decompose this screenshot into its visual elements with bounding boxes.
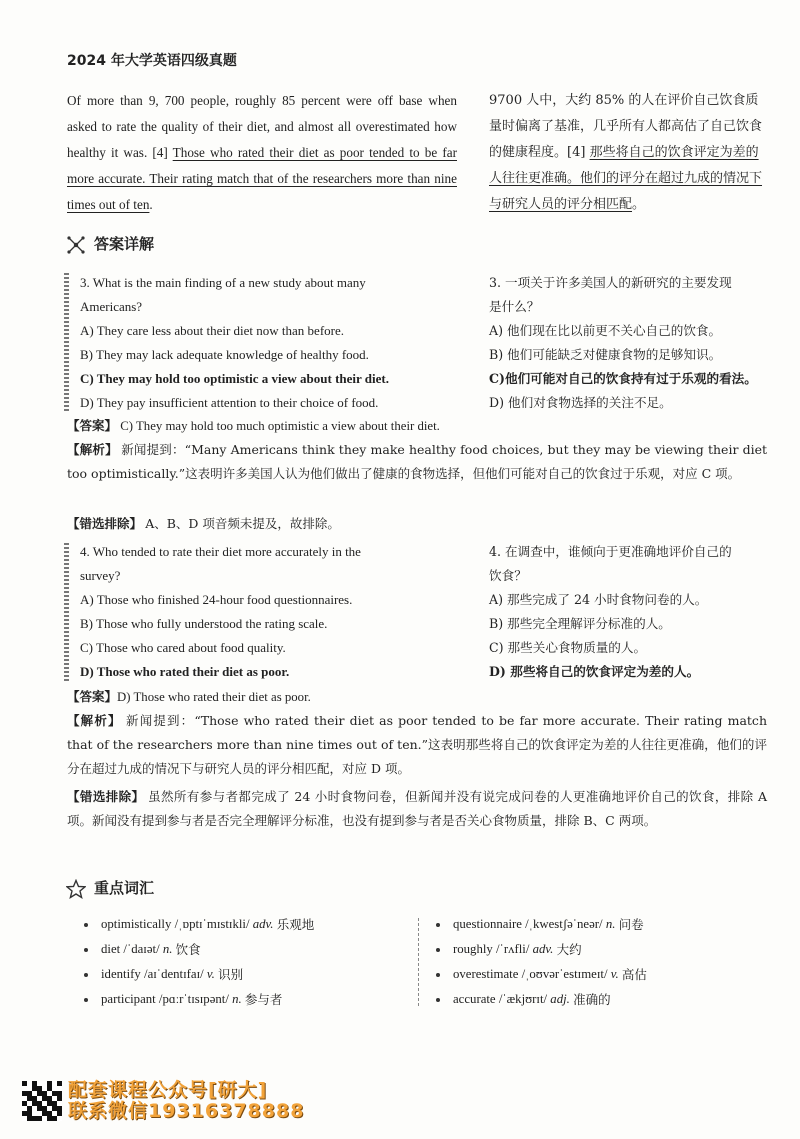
answer-text: C) They may hold too much optimistic a view about their diet. (120, 419, 440, 433)
bullet-icon (84, 948, 88, 952)
passage-chinese (489, 88, 767, 218)
bullet-icon (436, 973, 440, 977)
q4-option-c: C) Those who cared about food quality. (80, 640, 286, 655)
page-header: 2024 年大学英语四级真题 (67, 53, 237, 69)
watermark-line-1: 配套课程公众号[研大] (68, 1079, 268, 1101)
column-divider (418, 918, 419, 1006)
q3-cn-option-c: C)他们可能对自己的饮食持有过于乐观的看法。 (489, 371, 757, 386)
passage-cn-end: 。 (632, 197, 646, 212)
q3-option-b: B) They may lack adequate knowledge of healthy food. (80, 347, 369, 362)
q3-english (80, 271, 460, 415)
vocab-item: roughly /ˈrʌfli/ adv. 大约 (436, 937, 647, 962)
bullet-icon (436, 948, 440, 952)
passage-underlined: Those who rated their diet as poor tended to be far more accurate. Their rating match that of the researchers more than nine times out of ten (67, 145, 457, 212)
q4-exclude (67, 785, 767, 833)
q3-option-a: A) They care less about their diet now than before. (80, 323, 344, 338)
exclude-text: 虽然所有参与者都完成了 24 小时食物问卷，但新闻并没有说完成问卷的人更准确地评价自己的饮食，排除 A 项。新闻没有提到参与者是否完全理解评分标准，也没有提到参与者是否关心食物质量，排除 B、C 两项。 (67, 789, 767, 828)
question-bar (64, 273, 69, 413)
molecule-icon (66, 235, 86, 255)
q4-stem: 4. Who tended to rate their diet more accurately in the (80, 544, 361, 559)
answer-text: D) Those who rated their diet as poor. (117, 690, 311, 704)
passage-end: . (149, 197, 153, 212)
analysis-text: 新闻提到：“Those who rated their diet as poor tended to be far more accurate. Their rating match that of the researchers more than nine times out of ten.”这表明那些将自己的饮食评定为差的人往往更准确，他们的评分在超过九成的情况下与研究人员的评分相匹配，对应 D 项。 (67, 713, 767, 776)
q4-cn-option-a: A) 那些完成了 24 小时食物问卷的人。 (489, 592, 708, 607)
qr-code-icon (22, 1081, 62, 1121)
passage-cn-text: 9700 人中，大约 85% 的人在评价自己饮食质量时偏离了基准，几乎所有人都高估了自己饮食的健康程度。[4] (489, 93, 763, 160)
bullet-icon (84, 973, 88, 977)
q4-english (80, 540, 460, 684)
star-icon (66, 879, 86, 899)
exclude-text: A、B、D 项音频未提及，故排除。 (145, 516, 340, 531)
section-answers-title: 答案详解 (94, 235, 155, 253)
q4-cn-stem-cont: 饮食？ (489, 568, 527, 583)
q4-chinese (489, 540, 774, 684)
bullet-icon (84, 998, 88, 1002)
section-answers (66, 233, 154, 255)
q3-option-c: C) They may hold too optimistic a view about their diet. (80, 371, 389, 386)
q3-option-d: D) They pay insufficient attention to their choice of food. (80, 395, 379, 410)
section-vocab (66, 877, 154, 899)
bullet-icon (436, 998, 440, 1002)
vocab-item: diet /ˈdaɪət/ n. 饮食 (84, 937, 314, 962)
analysis-tag: 【解析】 (67, 442, 118, 457)
question-bar (64, 543, 69, 683)
vocab-item: accurate /ˈækjʊrɪt/ adj. 准确的 (436, 987, 647, 1012)
q3-exclude (67, 512, 767, 536)
q3-stem: 3. What is the main finding of a new study about many (80, 275, 366, 290)
analysis-tag: 【解析】 (67, 713, 122, 728)
analysis-text: 新闻提到：“Many Americans think they make healthy food choices, but they may be viewing their diet too optimistically.”这表明许多美国人认为他们做出了健康的食物选择，但他们可能对自己的饮食过于乐观，对应 C 项。 (67, 442, 768, 481)
q4-cn-option-c: C) 那些关心食物质量的人。 (489, 640, 647, 655)
vocab-item: overestimate /ˌoʊvərˈestɪmeɪt/ v. 高估 (436, 962, 647, 987)
q3-cn-stem-cont: 是什么？ (489, 299, 540, 314)
vocab-item: identify /aɪˈdentɪfaɪ/ v. 识别 (84, 962, 314, 987)
q3-analysis (67, 438, 767, 486)
answer-tag: 【答案】 (67, 689, 118, 704)
vocab-item: questionnaire /ˌkwestʃəˈneər/ n. 问卷 (436, 912, 647, 937)
exclude-tag: 【错选排除】 (67, 789, 145, 804)
vocab-list-right (436, 912, 647, 1012)
passage-english (67, 88, 457, 218)
watermark (68, 1080, 304, 1122)
q4-answer (67, 685, 767, 709)
q4-cn-option-d: D) 那些将自己的饮食评定为差的人。 (489, 664, 700, 679)
q3-cn-stem: 3. 一项关于许多美国人的新研究的主要发现 (489, 275, 732, 290)
bullet-icon (436, 923, 440, 927)
q4-cn-stem: 4. 在调查中，谁倾向于更准确地评价自己的 (489, 544, 732, 559)
q3-chinese (489, 271, 774, 415)
q4-option-d: D) Those who rated their diet as poor. (80, 664, 290, 679)
q3-answer (67, 414, 767, 438)
passage-text: Of more than 9, 700 people, roughly 85 percent were off base when asked to rate the quality of their diet, and almost all overestimated how healthy it was. [4] (67, 93, 457, 160)
watermark-line-2: 联系微信19316378888 (68, 1100, 305, 1122)
vocab-item: optimistically /ˌɒptɪˈmɪstɪkli/ adv. 乐观地 (84, 912, 314, 937)
q4-stem-cont: survey? (80, 568, 121, 583)
vocab-list-left (84, 912, 314, 1012)
passage-cn-underlined: 那些将自己的饮食评定为差的人往往更准确。他们的评分在超过九成的情况下与研究人员的评分相匹配 (489, 145, 763, 212)
q4-option-b: B) Those who fully understood the rating scale. (80, 616, 328, 631)
q4-cn-option-b: B) 那些完全理解评分标准的人。 (489, 616, 671, 631)
section-vocab-title: 重点词汇 (94, 879, 155, 897)
q3-cn-option-a: A) 他们现在比以前更不关心自己的饮食。 (489, 323, 722, 338)
q4-analysis (67, 709, 767, 781)
q4-option-a: A) Those who finished 24-hour food questionnaires. (80, 592, 353, 607)
vocab-item: participant /pɑːrˈtɪsɪpənt/ n. 参与者 (84, 987, 314, 1012)
bullet-icon (84, 923, 88, 927)
exclude-tag: 【错选排除】 (67, 516, 143, 531)
q3-cn-option-b: B) 他们可能缺乏对健康食物的足够知识。 (489, 347, 722, 362)
answer-tag: 【答案】 (67, 418, 118, 433)
q3-stem-cont: Americans? (80, 299, 143, 314)
q3-cn-option-d: D) 他们对食物选择的关注不足。 (489, 395, 672, 410)
